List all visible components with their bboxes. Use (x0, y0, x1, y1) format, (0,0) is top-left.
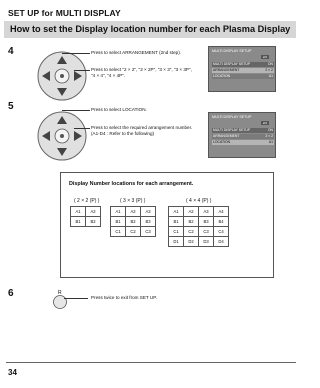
grid-cell: B2 (184, 217, 199, 227)
step-5-leader-b (74, 128, 90, 129)
r-button-icon (52, 294, 68, 310)
grid-cell: B2 (126, 217, 141, 227)
grid-cell: C3 (141, 227, 156, 237)
grid-cell: C1 (111, 227, 126, 237)
step-5-note-1: Press to select LOCATION. (91, 107, 147, 112)
grid-cell: B3 (141, 217, 156, 227)
grid-cell: D2 (184, 237, 199, 247)
osd-row-multi-display: MULTI DISPLAY SETUP ON (213, 62, 273, 66)
osd-title: MULTI DISPLAY SETUP (212, 49, 252, 53)
grid-cell: A2 (86, 207, 101, 217)
grid-cell: B1 (169, 217, 184, 227)
grid-3x3 (110, 206, 156, 237)
grid-cell: A2 (184, 207, 199, 217)
step-6-leader (64, 298, 88, 299)
page-number: 34 (8, 368, 17, 377)
osd-row-arrangement: ARRANGEMENT 2 × 2 (213, 134, 273, 138)
step-5-note-3: (A1-D4 : Refer to the following) (91, 131, 155, 136)
grid-cell: B1 (111, 217, 126, 227)
grid-4x4 (168, 206, 229, 247)
step-4-note-3: "4 × 4", "4 × 4P". (91, 73, 126, 78)
step-5-control-pad-icon (36, 110, 88, 162)
grid-cell: B1 (71, 217, 86, 227)
osd-title: MULTI DISPLAY SETUP (212, 115, 252, 119)
osd-row-location: LOCATION A1 (213, 74, 273, 78)
grid-cell: A2 (126, 207, 141, 217)
grid-2x2 (70, 206, 101, 227)
grid-3x3-label: ( 3 × 3 (P) ) (120, 198, 146, 204)
step-4-control-pad-icon (36, 50, 88, 102)
grid-cell: D3 (199, 237, 214, 247)
step-6-note: Press twice to exit from SET UP. (91, 295, 157, 300)
grid-cell: A1 (111, 207, 126, 217)
step-4-leader-a (62, 53, 90, 54)
step-4-note-2: Press to select "2 × 2", "2 × 2P", "3 × 3", "3 × 3P", (91, 67, 192, 72)
step-4-note-1: Press to select ARRANGEMENT (2nd step). (91, 50, 182, 55)
step-5-osd-menu (208, 112, 276, 158)
grid-cell: B2 (86, 217, 101, 227)
step-5-number: 5 (8, 101, 14, 112)
grid-cell: B4 (214, 217, 229, 227)
step-6-number: 6 (8, 288, 14, 299)
step-5-leader-a (62, 110, 90, 111)
osd-row-multi-display: MULTI DISPLAY SETUP ON (213, 128, 273, 132)
osd-row-arrangement: ARRANGEMENT 2 × 2 (213, 68, 273, 72)
grid-cell: D1 (169, 237, 184, 247)
section-header: SET UP for MULTI DISPLAY (8, 8, 121, 18)
grid-cell: A1 (169, 207, 184, 217)
grid-cell: C2 (184, 227, 199, 237)
grid-cell: C1 (169, 227, 184, 237)
grid-cell: C3 (199, 227, 214, 237)
footer-rule (6, 362, 296, 363)
grid-2x2-label: ( 2 × 2 (P) ) (74, 198, 100, 204)
step-4-number: 4 (8, 46, 14, 57)
grid-cell: B3 (199, 217, 214, 227)
grid-cell: D4 (214, 237, 229, 247)
page-title: How to set the Display location number for each Plasma Display (10, 24, 291, 34)
display-locations-title: Display Number locations for each arrangement. (69, 181, 194, 187)
r-button-label: R (58, 290, 62, 296)
osd-page-hint: 2/2 (262, 55, 267, 59)
grid-cell: A4 (214, 207, 229, 217)
step-4-leader-b (74, 70, 90, 71)
grid-cell: A3 (199, 207, 214, 217)
grid-cell: C4 (214, 227, 229, 237)
step-5-note-2: Press to select the required arrangement number. (91, 125, 193, 130)
grid-4x4-label: ( 4 × 4 (P) ) (186, 198, 212, 204)
osd-row-location: LOCATION A1 (213, 140, 273, 144)
osd-page-hint: 2/2 (262, 121, 267, 125)
grid-cell: A1 (71, 207, 86, 217)
page-title-bar (4, 21, 296, 38)
grid-cell: A3 (141, 207, 156, 217)
grid-cell: C2 (126, 227, 141, 237)
step-4-osd-menu (208, 46, 276, 92)
